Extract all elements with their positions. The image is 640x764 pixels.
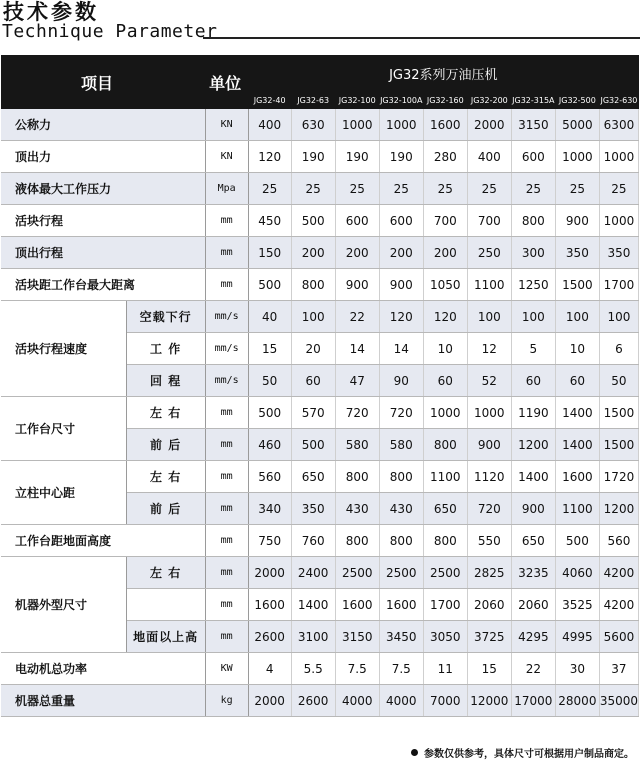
table-cell: 800 [335,525,379,557]
header-model: JG32-160 [423,91,467,109]
row-unit: KN [205,109,248,141]
table-cell: 15 [248,333,291,365]
row-unit: mm/s [205,301,248,333]
table-cell: 800 [379,525,423,557]
table-cell: 1000 [379,109,423,141]
table-cell: 580 [335,429,379,461]
table-cell: 11 [423,653,467,685]
table-cell: 5 [511,333,555,365]
title-divider [203,37,640,39]
table-cell: 1600 [555,461,599,493]
row-unit: mm [205,621,248,653]
table-cell: 1500 [599,429,638,461]
table-cell: 650 [291,461,335,493]
table-cell: 800 [423,525,467,557]
table-cell: 200 [423,237,467,269]
row-unit: mm [205,205,248,237]
parameter-table [1,55,639,717]
bullet-icon [411,749,418,756]
row-sub-label: 左 右 [126,397,205,429]
table-cell: 720 [467,493,511,525]
header-model: JG32-500 [555,91,599,109]
row-unit: kg [205,685,248,717]
table-cell: 1600 [423,109,467,141]
table-cell: 3150 [511,109,555,141]
table-cell: 550 [467,525,511,557]
table-cell: 10 [423,333,467,365]
table-cell: 4000 [335,685,379,717]
table-cell: 2600 [248,621,291,653]
row-unit: Mpa [205,173,248,205]
table-cell: 3725 [467,621,511,653]
table-cell: 720 [335,397,379,429]
table-cell: 3050 [423,621,467,653]
table-cell: 3450 [379,621,423,653]
table-cell: 3235 [511,557,555,589]
table-row [1,525,639,557]
table-cell: 1400 [555,397,599,429]
row-unit: mm/s [205,365,248,397]
table-cell: 400 [248,109,291,141]
page-title: 技术参数 [3,0,99,24]
table-cell: 300 [511,237,555,269]
table-cell: 900 [467,429,511,461]
header-model: JG32-630 [599,91,638,109]
table-cell: 750 [248,525,291,557]
table-cell: 4995 [555,621,599,653]
header-series: JG32系列万油压机 [248,55,638,91]
table-cell: 1500 [555,269,599,301]
row-label: 电动机总功率 [1,653,205,685]
table-cell: 25 [511,173,555,205]
table-cell: 3150 [335,621,379,653]
table-cell: 50 [599,365,638,397]
table-cell: 100 [511,301,555,333]
table-cell: 100 [599,301,638,333]
table-cell: 900 [511,493,555,525]
row-sub-label: 前 后 [126,493,205,525]
table-cell: 1000 [599,141,638,173]
row-unit: mm [205,237,248,269]
row-group-label: 机器外型尺寸 [1,557,126,653]
row-sub-label: 工 作 [126,333,205,365]
table-cell: 1190 [511,397,555,429]
table-cell: 1200 [599,493,638,525]
table-cell: 150 [248,237,291,269]
table-cell: 1100 [467,269,511,301]
table-cell: 400 [467,141,511,173]
table-row [1,205,639,237]
table-cell: 50 [248,365,291,397]
table-row [1,109,639,141]
table-cell: 720 [379,397,423,429]
table-row [1,685,639,717]
table-cell: 7000 [423,685,467,717]
table-cell: 17000 [511,685,555,717]
row-unit: mm [205,557,248,589]
table-cell: 1250 [511,269,555,301]
table-cell: 1600 [248,589,291,621]
table-cell: 37 [599,653,638,685]
table-cell: 100 [291,301,335,333]
table-cell: 350 [599,237,638,269]
table-cell: 760 [291,525,335,557]
table-cell: 700 [423,205,467,237]
table-cell: 1200 [511,429,555,461]
table-cell: 5000 [555,109,599,141]
table-cell: 35000 [599,685,638,717]
table-row [1,269,639,301]
table-cell: 600 [511,141,555,173]
table-cell: 60 [555,365,599,397]
table-cell: 40 [248,301,291,333]
table-cell: 340 [248,493,291,525]
table-cell: 1400 [511,461,555,493]
table-cell: 100 [467,301,511,333]
table-cell: 25 [467,173,511,205]
table-cell: 560 [248,461,291,493]
table-cell: 500 [291,429,335,461]
table-cell: 600 [379,205,423,237]
table-row [1,653,639,685]
table-cell: 1400 [555,429,599,461]
table-cell: 4295 [511,621,555,653]
table-cell: 22 [335,301,379,333]
row-label: 活块行程 [1,205,205,237]
row-unit: mm [205,429,248,461]
table-cell: 1500 [599,397,638,429]
table-cell: 47 [335,365,379,397]
table-cell: 60 [511,365,555,397]
table-cell: 1000 [423,397,467,429]
row-sub-label: 地面以上高 [126,621,205,653]
table-cell: 190 [379,141,423,173]
table-cell: 4 [248,653,291,685]
row-unit: KW [205,653,248,685]
row-group-label: 立柱中心距 [1,461,126,525]
row-sub-label: 左 右 [126,557,205,589]
table-cell: 7.5 [335,653,379,685]
table-cell: 190 [335,141,379,173]
table-cell: 1000 [335,109,379,141]
table-cell: 4200 [599,557,638,589]
table-cell: 580 [379,429,423,461]
table-cell: 800 [335,461,379,493]
table-cell: 1050 [423,269,467,301]
table-cell: 900 [335,269,379,301]
header-item: 项目 [1,55,205,109]
header-model: JG32-63 [291,91,335,109]
table-cell: 900 [379,269,423,301]
table-cell: 1000 [467,397,511,429]
row-label: 顶出行程 [1,237,205,269]
table-cell: 7.5 [379,653,423,685]
table-cell: 2400 [291,557,335,589]
table-cell: 5.5 [291,653,335,685]
table-row [1,173,639,205]
table-row [1,557,639,589]
table-cell: 2060 [467,589,511,621]
row-unit: mm [205,493,248,525]
table-cell: 800 [291,269,335,301]
table-cell: 450 [248,205,291,237]
table-cell: 500 [248,269,291,301]
table-cell: 12000 [467,685,511,717]
row-unit: mm [205,461,248,493]
table-cell: 800 [423,429,467,461]
table-row [1,141,639,173]
table-cell: 800 [379,461,423,493]
table-cell: 1700 [423,589,467,621]
header-model: JG32-40 [248,91,291,109]
table-cell: 60 [291,365,335,397]
table-cell: 2500 [423,557,467,589]
table-cell: 500 [291,205,335,237]
table-cell: 25 [599,173,638,205]
table-cell: 1000 [555,141,599,173]
table-cell: 4060 [555,557,599,589]
row-label: 活块距工作台最大距离 [1,269,205,301]
table-cell: 20 [291,333,335,365]
row-label: 顶出力 [1,141,205,173]
row-group-label: 工作台尺寸 [1,397,126,461]
table-cell: 1600 [335,589,379,621]
table-cell: 430 [379,493,423,525]
row-unit: mm/s [205,333,248,365]
table-cell: 6300 [599,109,638,141]
table-cell: 650 [511,525,555,557]
row-label: 机器总重量 [1,685,205,717]
table-cell: 1000 [599,205,638,237]
row-sub-label: 回 程 [126,365,205,397]
table-cell: 630 [291,109,335,141]
page-subtitle: Technique Parameter [2,21,218,42]
table-cell: 280 [423,141,467,173]
table-cell: 30 [555,653,599,685]
table-cell: 600 [335,205,379,237]
table-cell: 3525 [555,589,599,621]
table-cell: 460 [248,429,291,461]
footnote [411,745,634,760]
table-cell: 2500 [335,557,379,589]
table-cell: 25 [423,173,467,205]
table-cell: 1100 [555,493,599,525]
footnote-text: 参数仅供参考，具体尺寸可根据用户制品商定。 [424,749,634,760]
table-cell: 200 [379,237,423,269]
table-cell: 25 [291,173,335,205]
table-cell: 500 [555,525,599,557]
table-cell: 5600 [599,621,638,653]
table-cell: 2060 [511,589,555,621]
row-unit: mm [205,397,248,429]
table-cell: 250 [467,237,511,269]
table-cell: 1120 [467,461,511,493]
table-cell: 4200 [599,589,638,621]
row-unit: KN [205,141,248,173]
table-cell: 800 [511,205,555,237]
table-cell: 52 [467,365,511,397]
table-cell: 1600 [379,589,423,621]
header-unit: 单位 [205,55,248,109]
table-cell: 350 [291,493,335,525]
table-cell: 2000 [467,109,511,141]
table-cell: 6 [599,333,638,365]
table-cell: 1720 [599,461,638,493]
table-cell: 14 [335,333,379,365]
table-cell: 120 [248,141,291,173]
table-cell: 60 [423,365,467,397]
table-cell: 1700 [599,269,638,301]
row-unit: mm [205,589,248,621]
header-model: JG32-100A [379,91,423,109]
row-sub-label: 前 后 [126,429,205,461]
table-cell: 25 [248,173,291,205]
table-cell: 28000 [555,685,599,717]
table-cell: 650 [423,493,467,525]
table-row [1,461,639,493]
table-cell: 4000 [379,685,423,717]
table-cell: 1100 [423,461,467,493]
table-cell: 15 [467,653,511,685]
row-unit: mm [205,525,248,557]
table-cell: 120 [379,301,423,333]
table-cell: 2500 [379,557,423,589]
table-cell: 14 [379,333,423,365]
table-cell: 2000 [248,557,291,589]
table-cell: 350 [555,237,599,269]
table-cell: 560 [599,525,638,557]
table-cell: 190 [291,141,335,173]
row-label: 工作台距地面高度 [1,525,205,557]
table-cell: 22 [511,653,555,685]
table-cell: 900 [555,205,599,237]
table-row [1,301,639,333]
table-cell: 2825 [467,557,511,589]
table-cell: 3100 [291,621,335,653]
table-cell: 25 [379,173,423,205]
table-cell: 120 [423,301,467,333]
table-cell: 200 [291,237,335,269]
table-cell: 700 [467,205,511,237]
row-sub-label: 空载下行 [126,301,205,333]
table-cell: 2000 [248,685,291,717]
table-cell: 500 [248,397,291,429]
row-sub-label [126,589,205,621]
table-cell: 570 [291,397,335,429]
table-cell: 25 [335,173,379,205]
row-unit: mm [205,269,248,301]
table-cell: 90 [379,365,423,397]
header-model: JG32-100 [335,91,379,109]
header-model: JG32-200 [467,91,511,109]
table-cell: 2600 [291,685,335,717]
table-cell: 1400 [291,589,335,621]
table-cell: 12 [467,333,511,365]
table-cell: 200 [335,237,379,269]
row-sub-label: 左 右 [126,461,205,493]
row-group-label: 活块行程速度 [1,301,126,397]
header-model: JG32-315A [511,91,555,109]
table-row [1,397,639,429]
row-label: 公称力 [1,109,205,141]
table-cell: 10 [555,333,599,365]
row-label: 液体最大工作压力 [1,173,205,205]
table-row [1,237,639,269]
table-cell: 430 [335,493,379,525]
table-cell: 100 [555,301,599,333]
table-cell: 25 [555,173,599,205]
